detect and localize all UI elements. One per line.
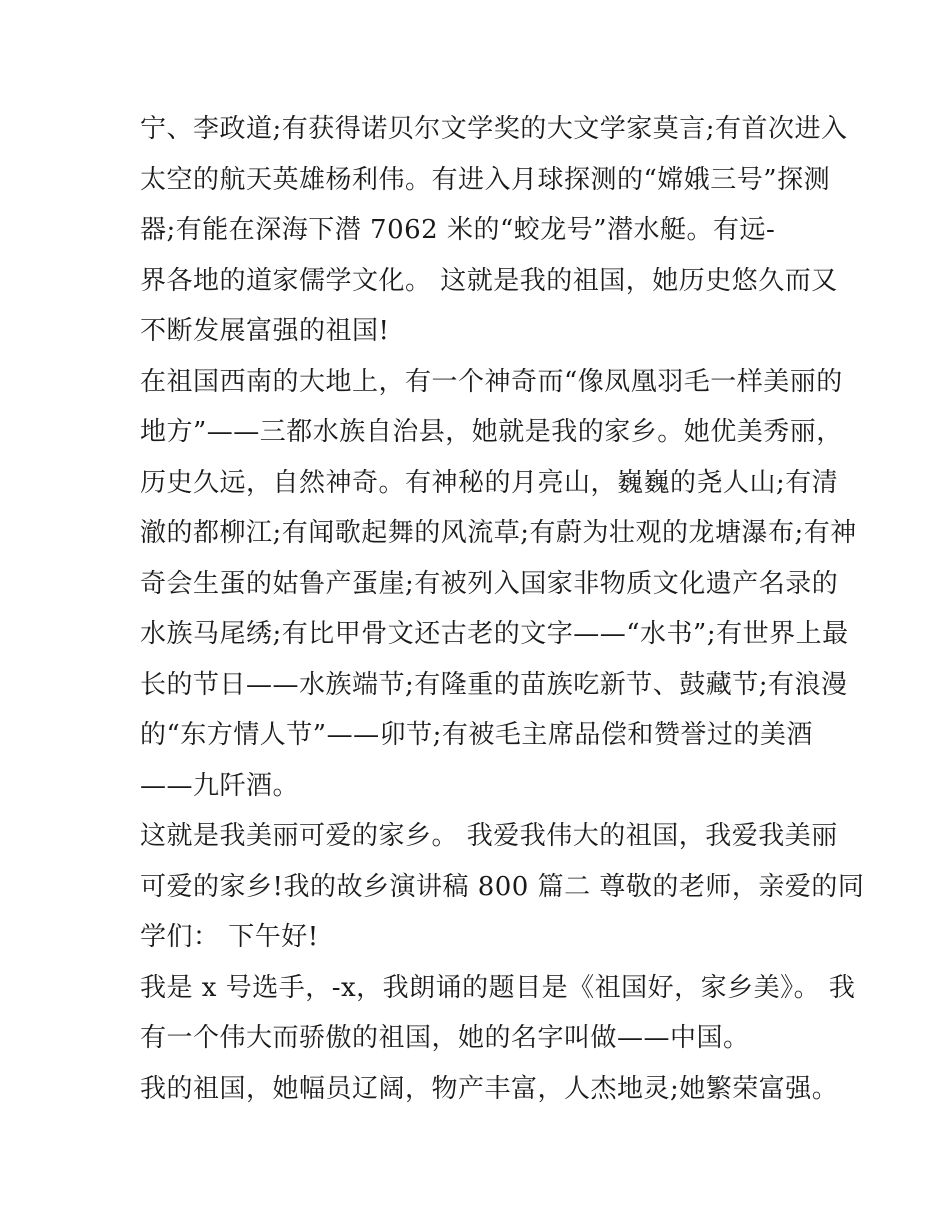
text-line-1: 宁、李政道;有获得诺贝尔文学奖的大文学家莫言;有首次进入	[140, 114, 848, 144]
text-line-19: 有一个伟大而骄傲的祖国，她的名字叫做——中国。	[140, 1023, 750, 1053]
text-line-12: 长的节日——水族端节;有隆重的苗族吃新节、鼓藏节;有浪漫	[140, 669, 848, 700]
text-line-2: 太空的航天英雄杨利伟。有进入月球探测的“嫦娥三号”探测	[140, 164, 831, 195]
text-line-11: 水族马尾绣;有比甲骨文还古老的文字——“水书”;有世界上最	[140, 619, 849, 649]
text-line-9: 澈的都柳江;有闻歌起舞的风流草;有蔚为壮观的龙塘瀑布;有神	[140, 518, 857, 548]
text-line-8: 历史久远，自然神奇。有神秘的月亮山，巍巍的尧人山;有清	[140, 467, 839, 498]
text-line-10: 奇会生蛋的姑鲁产蛋崖;有被列入国家非物质文化遗产名录的	[140, 568, 839, 599]
text-line-16: 可爱的家乡!我的故乡演讲稿 800 篇二 尊敬的老师，亲爱的同	[140, 871, 865, 902]
text-line-13: 的“东方情人节”——卯节;有被毛主席品偿和赞誉过的美酒	[140, 720, 813, 750]
text-line-20: 我的祖国，她幅员辽阔，物产丰富，人杰地灵;她繁荣富强。	[140, 1073, 839, 1104]
text-line-14: ——九阡酒。	[140, 770, 300, 801]
text-line-5: 不断发展富强的祖国!	[140, 316, 390, 346]
text-line-3: 器;有能在深海下潜 7062 米的“蛟龙号”潜水艇。有远-	[140, 215, 776, 245]
text-line-7: 地方”——三都水族自治县，她就是我的家乡。她优美秀丽，	[140, 417, 843, 447]
text-line-6: 在祖国西南的大地上，有一个神奇而“像凤凰羽毛一样美丽的	[140, 366, 843, 397]
text-line-17: 学们： 下午好!	[140, 922, 319, 952]
text-line-4: 界各地的道家儒学文化。 这就是我的祖国，她历史悠久而又	[140, 265, 838, 296]
document-page	[140, 104, 865, 1114]
text-line-15: 这就是我美丽可爱的家乡。 我爱我伟大的祖国，我爱我美丽	[140, 821, 838, 851]
text-line-18: 我是 x 号选手，-x，我朗诵的题目是《祖国好，家乡美》。 我	[140, 972, 856, 1003]
